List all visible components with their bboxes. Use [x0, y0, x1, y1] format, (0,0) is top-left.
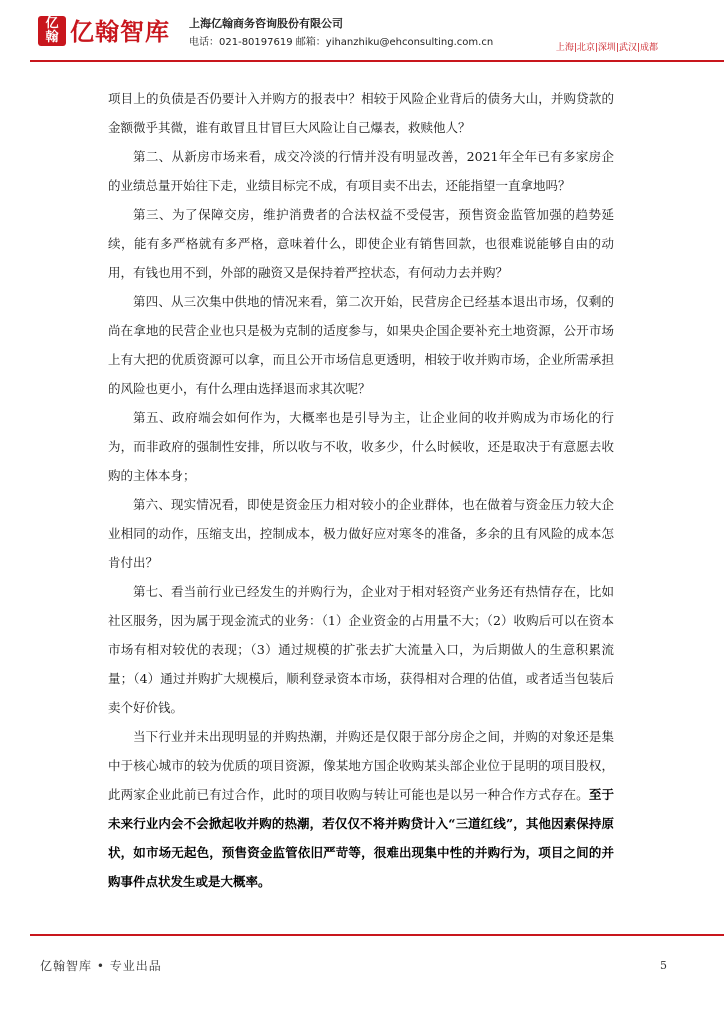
logo-glyph-top: 亿 [45, 16, 59, 31]
logo-seal-icon [38, 16, 66, 46]
paragraph-point-6: 第六、现实情况看，即使是资金压力相对较小的企业群体，也在做着与资金压力较大企业相同的动作，压缩支出，控制成本，极力做好应对寒冬的准备，多余的且有风险的成本怎肯付出？ [108, 497, 614, 570]
header-divider [30, 60, 724, 62]
footer-divider [30, 934, 724, 936]
conclusion-emphasis: 至于未来行业内会不会掀起收并购的热潮，若仅仅不将并购贷计入“三道红线”，其他因素保持原状，如市场无起色，预售资金监管依旧严苛等，很难出现集中性的并购行为，项目之间的并购事件点状发生或是大概率。 [108, 787, 614, 889]
paragraph-point-4: 第四、从三次集中供地的情况来看，第二次开始，民营房企已经基本退出市场，仅剩的尚在拿地的民营企业也只是极为克制的适度参与，如果央企国企要补充土地资源，公开市场上有大把的优质资源可以拿，而且公开市场信息更透明，相较于收并购市场，企业所需承担的风险也更小，有什么理由选择退而求其次呢？ [108, 294, 614, 396]
brand-name: 亿翰智库 [70, 18, 170, 46]
paragraph-continuation: 项目上的负债是否仍要计入并购方的报表中？相较于风险企业背后的债务大山，并购贷款的金额微乎其微，谁有敢冒且甘冒巨大风险让自己爆表，救赎他人？ [108, 91, 614, 135]
office-cities: 上海|北京|深圳|武汉|成都 [555, 43, 658, 53]
company-name: 上海亿翰商务咨询股份有限公司 [189, 17, 343, 30]
paragraph-point-2: 第二、从新房市场来看，成交冷淡的行情并没有明显改善，2021年全年已有多家房企的业绩总量开始往下走，业绩目标完不成，有项目卖不出去，还能指望一直拿地吗？ [108, 149, 614, 193]
contact-info: 电话：021-80197619 邮箱：yihanzhiku@ehconsulting.com.cn [189, 37, 494, 48]
page-number: 5 [660, 959, 667, 972]
paragraph-conclusion [108, 722, 614, 896]
paragraph-point-7: 第七、看当前行业已经发生的并购行为，企业对于相对轻资产业务还有热情存在，比如社区服务，因为属于现金流式的业务：（1）企业资金的占用量不大；（2）收购后可以在资本市场有相对较优的表现；（3）通过规模的扩张去扩大流量入口，为后期做人的生意积累流量；（4）通过并购扩大规模后，顺利登录资本市场，获得相对合理的估值，或者适当包装后卖个好价钱。 [108, 584, 614, 715]
footer-credit: 亿翰智库 • 专业出品 [40, 959, 162, 973]
paragraph-point-5: 第五、政府端会如何作为，大概率也是引导为主，让企业间的收并购成为市场化的行为，而非政府的强制性安排，所以收与不收，收多少，什么时候收，还是取决于有意愿去收购的主体本身； [108, 410, 614, 483]
paragraph-point-3: 第三、为了保障交房，维护消费者的合法权益不受侵害，预售资金监管加强的趋势延续，能有多严格就有多严格，意味着什么，即使企业有销售回款，也很难说能够自由的动用，有钱也用不到，外部的融资又是保持着严控状态，有何动力去并购？ [108, 207, 614, 280]
conclusion-text: 当下行业并未出现明显的并购热潮，并购还是仅限于部分房企之间，并购的对象还是集中于核心城市的较为优质的项目资源，像某地方国企收购某头部企业位于昆明的项目股权，此两家企业此前已有过合作，此时的项目收购与转让可能也是以另一种合作方式存在。 [108, 729, 614, 802]
page-header [0, 0, 724, 64]
logo-glyph-bottom: 翰 [45, 30, 59, 45]
document-body [108, 84, 614, 896]
